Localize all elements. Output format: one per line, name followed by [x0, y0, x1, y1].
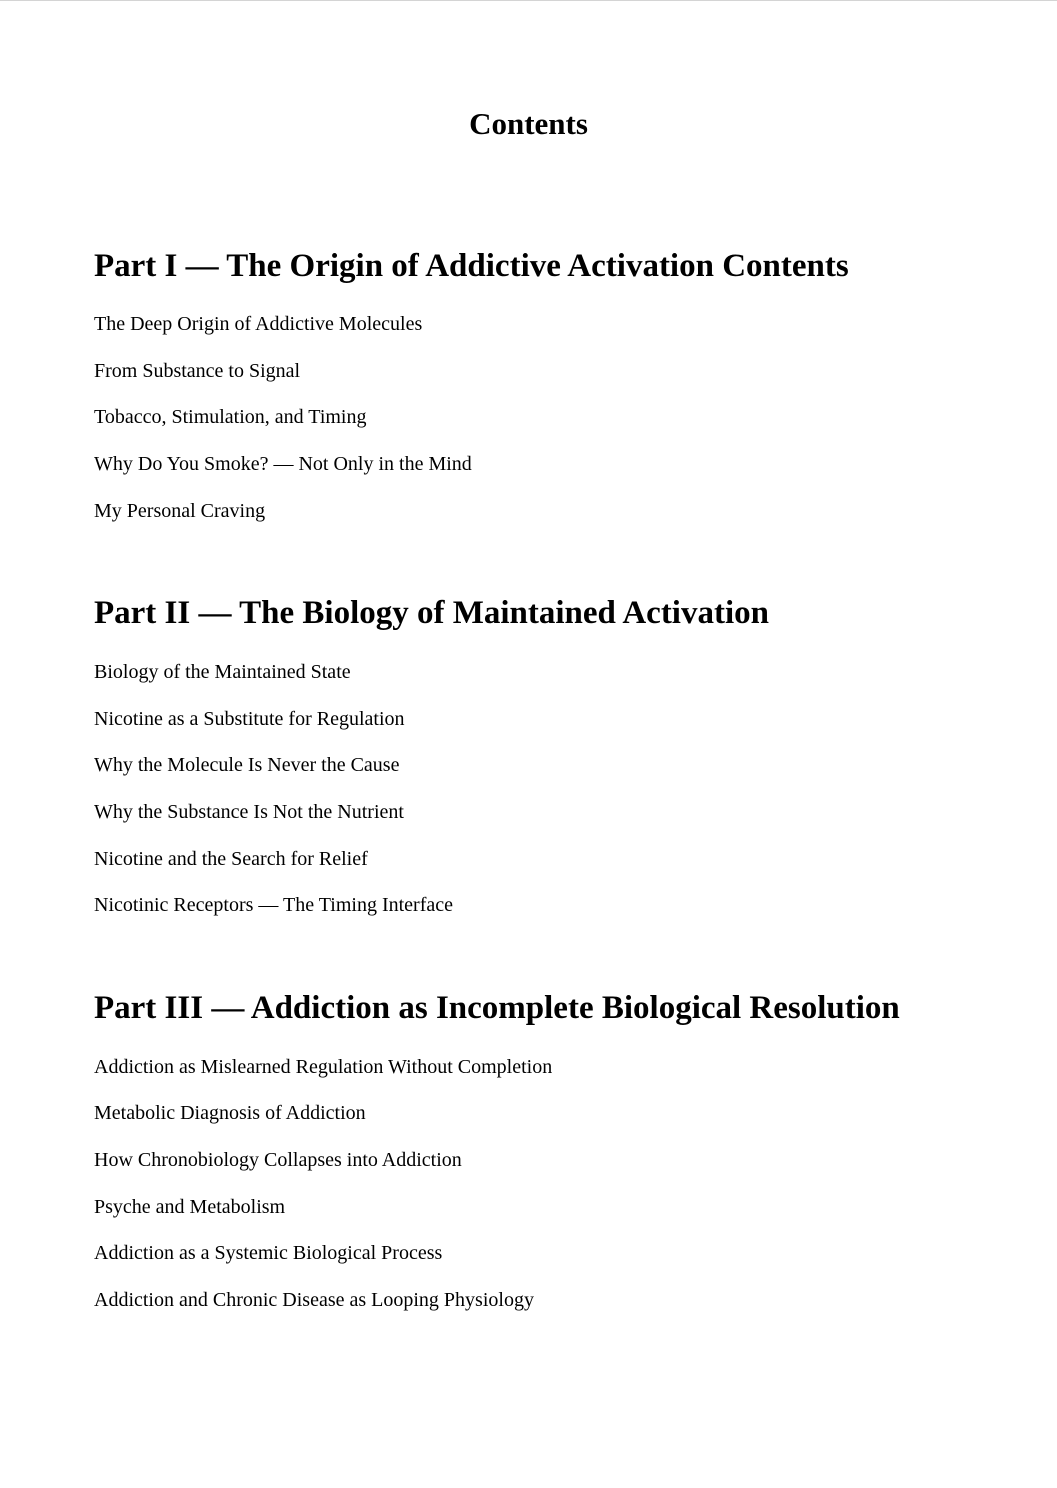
toc-entry[interactable]: Nicotine and the Search for Relief	[94, 848, 368, 870]
toc-entry[interactable]: Nicotine as a Substitute for Regulation	[94, 708, 405, 730]
toc-entry[interactable]: How Chronobiology Collapses into Addiction	[94, 1149, 462, 1171]
toc-entry[interactable]: My Personal Craving	[94, 500, 266, 522]
toc-entry[interactable]: Metabolic Diagnosis of Addiction	[94, 1102, 366, 1124]
part-3-heading: Part III — Addiction as Incomplete Biological Resolution	[94, 990, 900, 1026]
top-rule	[0, 0, 1057, 1]
toc-entry[interactable]: From Substance to Signal	[94, 360, 301, 382]
toc-entry[interactable]: The Deep Origin of Addictive Molecules	[94, 313, 423, 335]
part-2-heading: Part II — The Biology of Maintained Activation	[94, 595, 769, 631]
toc-entry[interactable]: Nicotinic Receptors — The Timing Interface	[94, 894, 453, 916]
toc-entry[interactable]: Why the Substance Is Not the Nutrient	[94, 801, 404, 823]
part-1-heading: Part I — The Origin of Addictive Activation Contents	[94, 248, 849, 284]
toc-entry[interactable]: Addiction and Chronic Disease as Looping Physiology	[94, 1289, 534, 1311]
toc-entry[interactable]: Tobacco, Stimulation, and Timing	[94, 406, 367, 428]
toc-entry[interactable]: Why Do You Smoke? — Not Only in the Mind	[94, 453, 472, 475]
page-title: Contents	[469, 106, 588, 141]
toc-entry[interactable]: Why the Molecule Is Never the Cause	[94, 754, 400, 776]
toc-entry[interactable]: Addiction as Mislearned Regulation Without Completion	[94, 1056, 553, 1078]
toc-entry[interactable]: Addiction as a Systemic Biological Process	[94, 1242, 443, 1264]
toc-entry[interactable]: Biology of the Maintained State	[94, 661, 351, 683]
toc-entry[interactable]: Psyche and Metabolism	[94, 1196, 286, 1218]
